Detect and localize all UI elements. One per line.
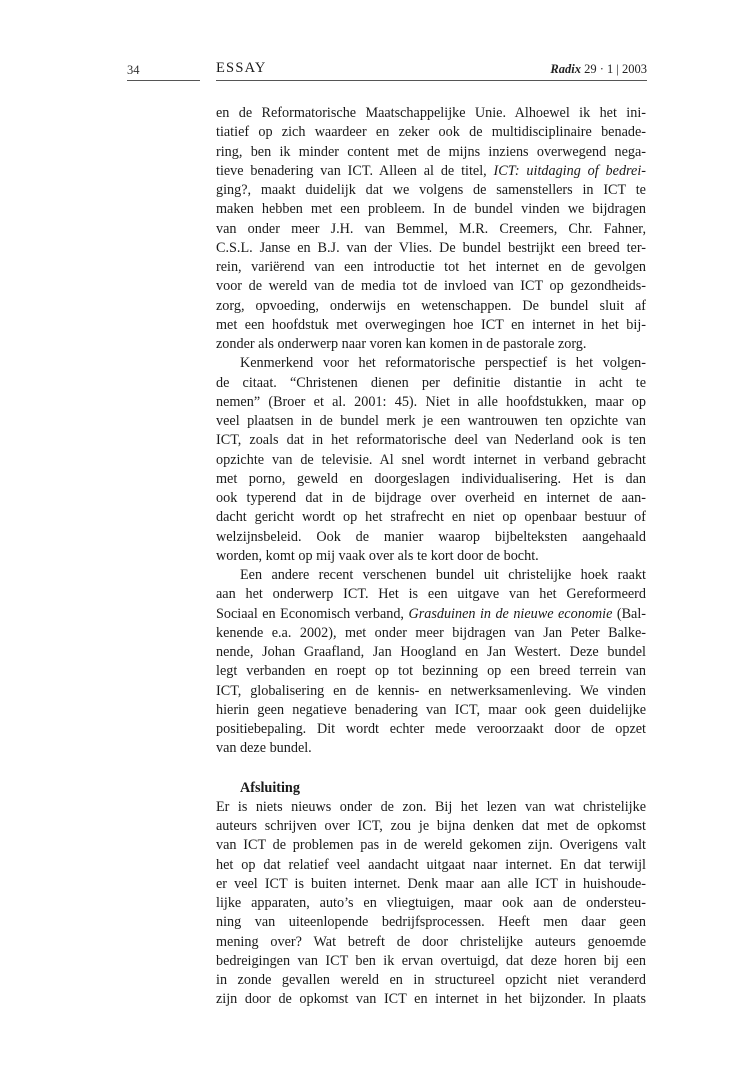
text-line: worden, komt op mij vaak over als te kort door de bocht.: [216, 547, 539, 564]
journal-name: Radix: [550, 62, 581, 76]
header-rule-right: [216, 80, 647, 81]
header-rule-left: [127, 80, 200, 81]
article-body: [216, 104, 646, 1010]
text-line: welzijnsbeleid. Ook de manier waarop bijbelteksten aangehaald: [216, 528, 646, 545]
text-line: het op dat relatief veel aandacht uitgaat naar internet. En dat terwijl: [216, 856, 646, 873]
text-line: ring, ben ik minder content met de mijns inziens overwegend nega-: [216, 143, 646, 160]
text-line: legt verbanden en roept op tot bezinning op een breed terrein van: [216, 663, 646, 680]
italic-title: ICT: uitdaging of bedrei-: [493, 162, 646, 179]
text-line: bedreigingen van ICT ben ik ervan overtuigd, dat deze horen bij een: [216, 952, 646, 969]
text-line: lijke apparaten, auto’s en vliegtuigen, maar ook aan de ondersteu-: [216, 895, 646, 911]
text-line: nemen” (Broer et al. 2001: 45). Niet in alle hoofdstukken, maar op: [216, 393, 646, 410]
text-line: met een hoofdstuk met overwegingen hoe ICT en internet in het bij-: [216, 316, 646, 333]
text-line: rein, variërend van een introductie tot het internet en de gevolgen: [216, 259, 646, 275]
text-line: veel plaatsen in de bundel merk je een wantrouwen ten opzichte van: [216, 413, 646, 429]
text-line: zijn door de opkomst van ICT en internet in het bijzonder. In plaats: [216, 991, 646, 1008]
text-line: zorg, opvoeding, onderwijs en wetenschappen. De bundel sluit af: [216, 297, 646, 314]
text-line: ook typerend dat in de bijdrage over overheid en internet de aan-: [216, 490, 646, 506]
text-line: aan het onderwerp ICT. Het is een uitgave van het Gereformeerd: [216, 586, 646, 603]
text-span: (Bal-: [612, 605, 647, 622]
text-line: en de Reformatorische Maatschappelijke Unie. Alhoewel ik het ini-: [216, 105, 646, 121]
text-line: C.S.L. Janse en B.J. van der Vlies. De bundel bestrijkt een breed ter-: [216, 239, 646, 256]
text-line: [216, 162, 646, 181]
text-line: van deze bundel.: [216, 740, 312, 757]
text-line: [216, 605, 646, 624]
section-label: ESSAY: [216, 60, 267, 76]
text-line: auteurs schrijven over ICT, zou je bijna denken dat met de opkomst: [216, 818, 646, 834]
text-line: van ICT de problemen pas in de wereld gekomen zijn. Overigens valt: [216, 837, 646, 854]
italic-book-title: Grasduinen in de nieuwe economie: [408, 605, 613, 622]
text-line: Er is niets nieuws onder de zon. Bij het lezen van wat christelijke: [216, 798, 646, 815]
text-line: maken hebben met een probleem. In de bundel vinden we bijdragen: [216, 201, 646, 218]
paragraph-1: [216, 104, 646, 354]
text-line: kenende e.a. 2002), met onder meer bijdragen van Jan Peter Balke-: [216, 624, 646, 641]
text-line: opzichte van de televisie. Al snel wordt internet in verband gebracht: [216, 451, 646, 468]
text-line: voor de wereld van de media tot de invloed van ICT op gezondheids-: [216, 278, 646, 295]
running-header: [0, 0, 738, 90]
section-heading: Afsluiting: [240, 779, 300, 796]
text-line: de citaat. “Christenen dienen per definitie distantie in acht te: [216, 374, 646, 391]
paragraph-2: [216, 354, 646, 566]
text-line: dacht gericht wordt op het strafrecht en niet op openbaar bestuur of: [216, 509, 646, 526]
text-line: ICT, zoals dat in het reformatorische deel van Nederland ook is ten: [216, 432, 646, 449]
text-line: ging?, maakt duidelijk dat we volgens de samenstellers in ICT te: [216, 182, 646, 198]
text-line: hierin geen negatieve benadering van ICT, maar ook geen duidelijke: [216, 701, 646, 718]
text-line: van onder meer J.H. van Bemmel, M.R. Creemers, Chr. Fahner,: [216, 220, 646, 237]
paragraph-3: [216, 566, 646, 759]
text-span: Sociaal en Economisch verband,: [216, 605, 409, 622]
text-line: er veel ICT is buiten internet. Denk maar aan alle ICT in huishoude-: [216, 875, 646, 892]
text-line: positiebepaling. Dit wordt echter mede veroorzaakt door de opzet: [216, 721, 646, 737]
text-line: Kenmerkend voor het reformatorische perspectief is het volgen-: [240, 355, 646, 372]
text-line: zonder als onderwerp naar voren kan komen in de pastorale zorg.: [216, 336, 587, 352]
text-span: tieve benadering van ICT. Alleen al de titel,: [216, 162, 494, 179]
text-line: mening over? Wat betreft de door christelijke auteurs genoemde: [216, 933, 646, 950]
journal-issue: 29 · 1 | 2003: [584, 62, 647, 76]
paragraph-closing: [216, 798, 646, 1010]
text-line: tiatief op zich waardeer en zeker ook de multidisciplinaire benade-: [216, 124, 646, 141]
page-number: 34: [127, 63, 140, 77]
text-line: ning van uiteenlopende bedrijfsprocessen. Heeft men daar geen: [216, 914, 646, 931]
journal-citation: [550, 62, 647, 77]
text-line: nende, Johan Graafland, Jan Hoogland en Jan Westert. Deze bundel: [216, 644, 646, 660]
text-line: in zonde gevallen wereld en in structureel opzicht niet veranderd: [216, 972, 646, 988]
text-line: ICT, globalisering en de kennis- en netwerksamenleving. We vinden: [216, 682, 646, 699]
text-line: met porno, geweld en doorgeslagen individualisering. Het is dan: [216, 470, 646, 487]
text-line: Een andere recent verschenen bundel uit christelijke hoek raakt: [240, 567, 646, 583]
